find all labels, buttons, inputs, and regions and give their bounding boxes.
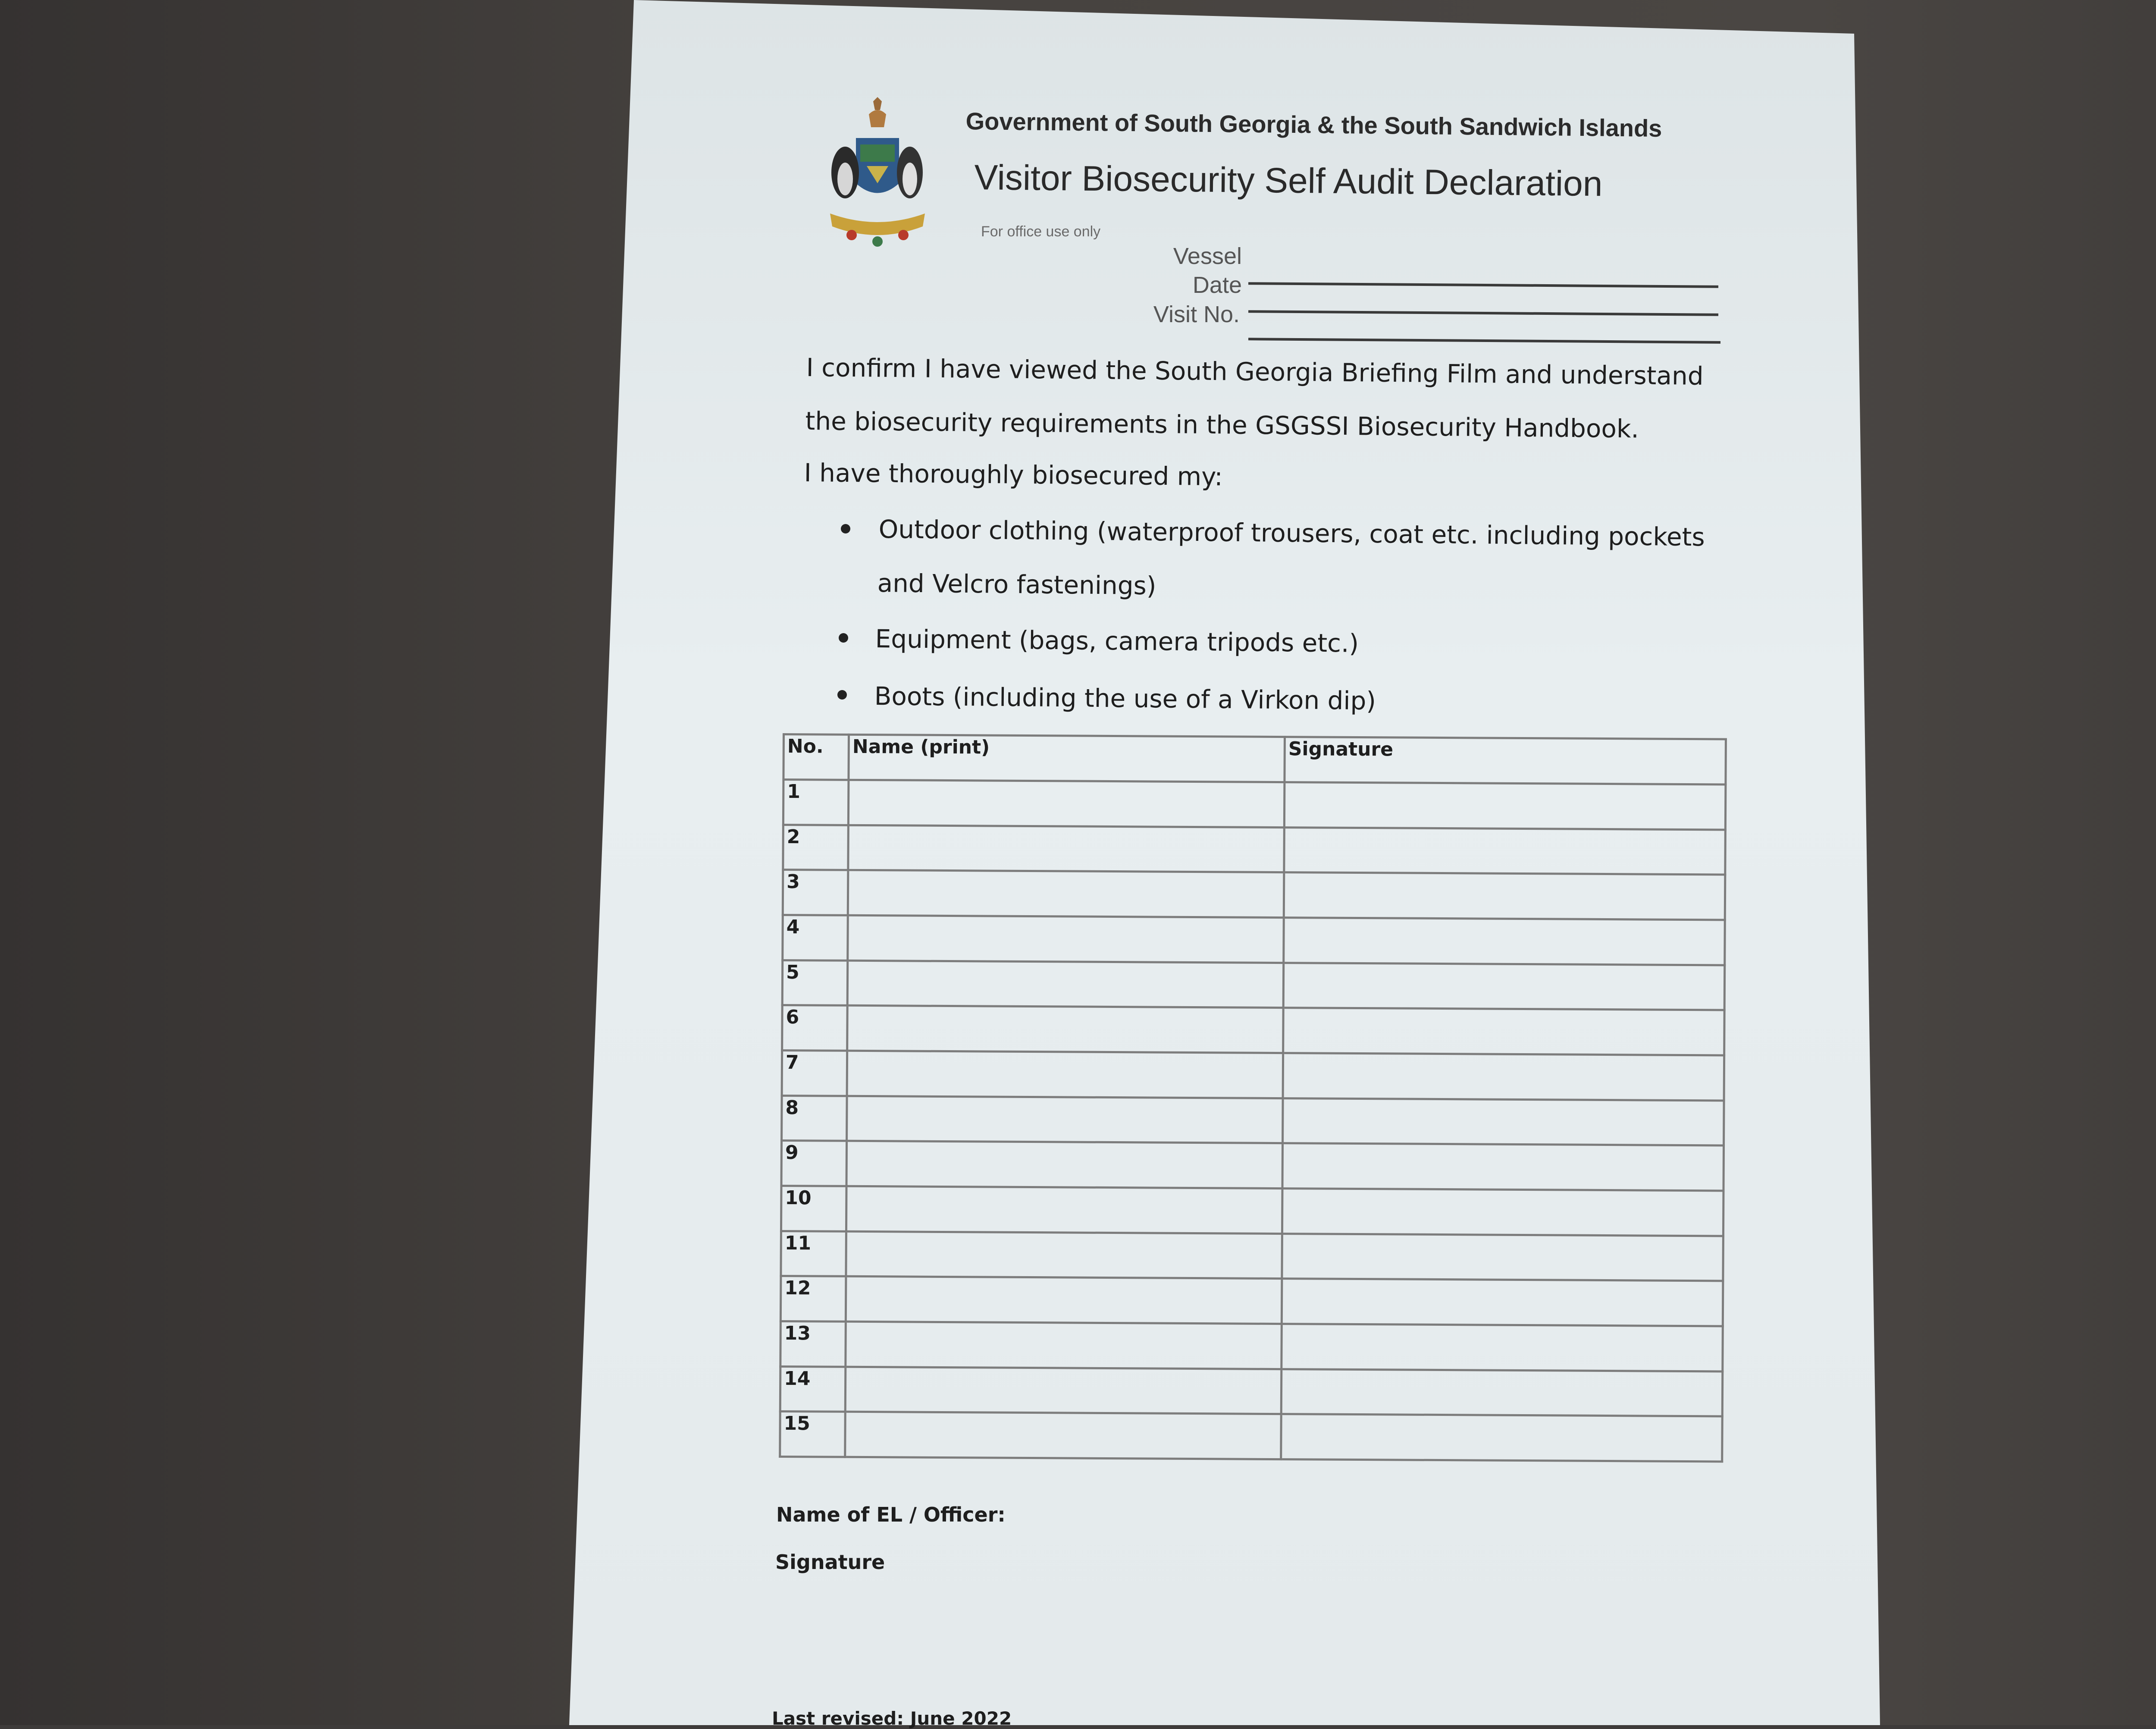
signature-cell[interactable] (1284, 872, 1725, 920)
name-cell[interactable] (847, 1006, 1284, 1053)
signature-cell[interactable] (1282, 1324, 1723, 1371)
table-header-row (783, 734, 1726, 784)
biosecured-item-clothing: Outdoor clothing (waterproof trousers, coat etc. including pockets (878, 515, 1705, 552)
last-revised-note: Last revised: June 2022 (772, 1708, 1012, 1729)
signature-cell[interactable] (1283, 1098, 1724, 1145)
name-cell[interactable] (848, 870, 1284, 918)
date-label: Date (1192, 272, 1242, 298)
row-number: 6 (782, 1005, 848, 1051)
column-header-number: No. (783, 734, 849, 780)
table-row (782, 1050, 1724, 1100)
signature-cell[interactable] (1283, 963, 1725, 1010)
row-number: 1 (783, 780, 849, 825)
signature-cell[interactable] (1283, 1008, 1725, 1055)
table-row (780, 1321, 1723, 1371)
name-cell[interactable] (847, 1096, 1283, 1143)
name-cell[interactable] (847, 960, 1284, 1008)
name-cell[interactable] (847, 1051, 1283, 1098)
declaration-line-2: the biosecurity requirements in the GSGSSI Biosecurity Handbook. (805, 406, 1639, 444)
row-number: 14 (780, 1366, 846, 1412)
biosecured-item-equipment: Equipment (bags, camera tripods etc.) (875, 624, 1359, 658)
table-row (781, 1186, 1724, 1236)
declaration-line-1: I confirm I have viewed the South Georgia Briefing Film and understand (806, 353, 1704, 391)
table-row (783, 825, 1726, 875)
name-cell[interactable] (845, 1412, 1282, 1459)
row-number: 7 (782, 1050, 847, 1095)
row-number: 3 (783, 870, 848, 915)
coat-of-arms-emblem (826, 97, 929, 252)
table-row (783, 915, 1725, 965)
name-cell[interactable] (846, 1186, 1282, 1233)
officer-name-label: Name of EL / Officer: (776, 1503, 1006, 1526)
name-cell[interactable] (848, 825, 1285, 872)
officer-signature-label: Signature (775, 1550, 885, 1574)
signature-cell[interactable] (1284, 918, 1725, 965)
signature-cell[interactable] (1281, 1369, 1723, 1416)
biosecured-item-boots: Boots (including the use of a Virkon dip) (874, 681, 1376, 716)
bullet-icon (837, 690, 847, 700)
row-number: 11 (781, 1231, 846, 1276)
row-number: 4 (783, 915, 848, 960)
row-number: 15 (780, 1412, 846, 1457)
form-title: Visitor Biosecurity Self Audit Declaration (974, 157, 1603, 204)
bullet-icon (841, 524, 850, 533)
table-row (780, 1366, 1723, 1416)
name-cell[interactable] (845, 1367, 1282, 1414)
table-row (782, 1095, 1724, 1145)
row-number: 9 (781, 1141, 847, 1186)
signature-cell[interactable] (1284, 827, 1726, 875)
signature-cell[interactable] (1282, 1143, 1724, 1191)
column-header-name: Name (print) (849, 734, 1285, 782)
table-row (781, 1231, 1724, 1281)
government-name: Government of South Georgia & the South Sandwich Islands (965, 107, 1662, 142)
table-row (782, 960, 1725, 1010)
table-row (782, 1005, 1725, 1055)
name-cell[interactable] (846, 1277, 1282, 1324)
table-row (781, 1141, 1724, 1191)
row-number: 2 (783, 825, 849, 870)
column-header-signature: Signature (1285, 737, 1726, 784)
name-cell[interactable] (848, 915, 1284, 963)
signature-cell[interactable] (1283, 1053, 1724, 1101)
table-row (780, 1276, 1723, 1326)
table-row (783, 870, 1725, 920)
signature-cell[interactable] (1282, 1188, 1724, 1236)
name-cell[interactable] (846, 1321, 1282, 1369)
name-cell[interactable] (846, 1141, 1283, 1189)
row-number: 12 (780, 1276, 846, 1321)
signature-cell[interactable] (1282, 1233, 1724, 1281)
table-row (783, 780, 1726, 830)
name-cell[interactable] (846, 1231, 1282, 1279)
signature-cell[interactable] (1282, 1279, 1723, 1326)
row-number: 13 (780, 1321, 846, 1366)
name-cell[interactable] (848, 780, 1285, 827)
declaration-intro: I have thoroughly biosecured my: (804, 458, 1223, 492)
visit-number-label: Visit No. (1153, 301, 1240, 327)
signature-cell[interactable] (1281, 1414, 1723, 1462)
visitor-roster-table (779, 733, 1727, 1462)
bullet-icon (839, 633, 848, 643)
row-number: 8 (782, 1095, 847, 1141)
vessel-label: Vessel (1173, 243, 1242, 269)
office-use-note: For office use only (981, 223, 1101, 240)
table-row (780, 1412, 1723, 1462)
biosecured-item-clothing-cont: and Velcro fastenings) (877, 568, 1156, 601)
row-number: 5 (782, 960, 848, 1005)
signature-cell[interactable] (1284, 782, 1726, 830)
row-number: 10 (781, 1186, 846, 1231)
